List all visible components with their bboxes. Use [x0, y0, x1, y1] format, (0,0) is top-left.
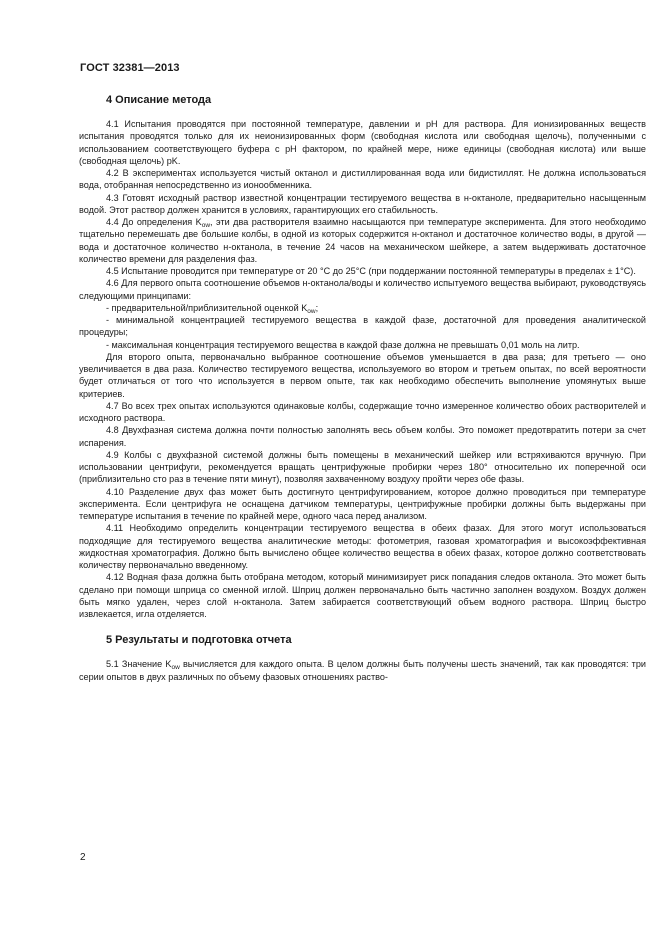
- paragraph-4-12: 4.12 Водная фаза должна быть отобрана методом, который минимизирует риск попадания следов октанола. Это может быть сделано при помощи шприца со сменной иглой. Шприц должен первоначально быть частично заполнен воздухом. Воздух должен быть мягко удален, через слой н-октанола. Затем забирается соответствующий объем водного раствора. Шприц быстро извлекается, игла отделяется.: [79, 572, 646, 619]
- kow-subscript: ow: [307, 307, 316, 315]
- kow-subscript: ow: [171, 664, 180, 672]
- paragraph-4-9: 4.9 Колбы с двухфазной системой должны быть помещены в механический шейкер или встряхиваются вручную. При использовании центрифуги, рекомендуется вращать центрифужные пробирки через 180° относительно их поперечной оси (приблизительно сто раз в течение пяти минут), позволяя захваченному воздуху пройти через обе фазы.: [79, 449, 646, 485]
- paragraph-4-4: [79, 216, 646, 265]
- paragraph-5-1-rest: вычисляется для каждого опыта. В целом должны быть получены шесть значений, так как проводятся: три серии опытов в двух различных по объему фазовых отношениях раство-: [79, 659, 646, 682]
- list-item: [79, 302, 646, 314]
- section-4-title: 4 Описание метода: [106, 94, 212, 106]
- list-item: - минимальной концентрацией тестируемого вещества в каждой фазе, достаточной для проведения аналитической процедуры;: [79, 315, 646, 338]
- list-item-end: ;: [315, 302, 319, 313]
- paragraph-4-10: 4.10 Разделение двух фаз может быть достигнуто центрифугированием, которое должно проводиться при температуре эксперимента. Если центрифуга не оснащена датчиком температуры, центрифужные пробирки должны быть выдержаны при температуре испытания в течение по крайней мере, одного часа перед анализом.: [79, 486, 646, 521]
- paragraph-4-11: 4.11 Необходимо определить концентрации тестируемого вещества в обеих фазах. Для этого могут использоваться подходящие для тестируемого вещества аналитические методы: фотометрия, газовая хроматография и высокоэффективная жидкостная хроматография. Должно быть вычислено общее количество вещества в обеих фазах, которое должно соответствовать количеству первоначально введенному.: [79, 523, 646, 570]
- list-item-start: - предварительной/приблизительной оценкой K: [106, 302, 308, 313]
- paragraph-4-7: 4.7 Во всех трех опытах используются одинаковые колбы, содержащие точно измеренное количество обоих растворителей и исходного раствора.: [79, 400, 646, 423]
- paragraph-4-6: 4.6 Для первого опыта соотношение объемов н-октанола/воды и количество испытуемого вещества выбирают, руководствуясь следующими принципами:: [79, 278, 646, 301]
- document-body: [79, 92, 646, 683]
- section-5-title: 5 Результаты и подготовка отчета: [106, 634, 292, 647]
- paragraph-5-1-start: 5.1 Значение K: [106, 659, 172, 670]
- page-number: 2: [80, 852, 86, 863]
- paragraph-4-8: 4.8 Двухфазная система должна почти полностью заполнять весь объем колбы. Это поможет предотвратить потери за счет испарения.: [79, 425, 646, 448]
- standard-header: ГОСТ 32381—2013: [80, 62, 180, 74]
- paragraph-5-1: [79, 658, 646, 683]
- paragraph-4-6-continued: Для второго опыта, первоначально выбранное соотношение объемов уменьшается в два раза; для третьего — оно увеличивается в два раза. Количество тестируемого вещества, используемого во втором и третьем опытах, по всей вероятности будет отличаться от того что используется в первом опыте, так как необходимо обеспечить выполнение упомянутых выше критериев.: [79, 351, 646, 399]
- paragraph-4-4-start: 4.4 До определения K: [106, 217, 202, 227]
- paragraph-4-3: 4.3 Готовят исходный раствор известной концентрации тестируемого вещества в н-октаноле, предварительно насыщенным водой. Этот раствор должен хранится в условиях, гарантирующих его стабильность.: [79, 192, 646, 215]
- kow-subscript: ow: [201, 222, 211, 229]
- paragraph-4-4-rest: , эти два растворителя взаимно насыщаются при температуре эксперимента. Для этого необходимо тщательно перемешать две большие колбы, в одной из которых содержится н-октанол и достаточное количество воды, в другой — вода и достаточное количество н-октанола, в течение 24 часов на механическом шейкере, а затем выдерживать достаточное количество времени для разделения фаз.: [79, 217, 647, 264]
- list-item: - максимальная концентрация тестируемого вещества в каждой фазе должна не превышать 0,01 моль на литр.: [106, 339, 580, 350]
- paragraph-4-5: 4.5 Испытание проводится при температуре от 20 °C до 25°C (при поддержании постоянной температуры в пределах ± 1°C).: [106, 266, 636, 276]
- paragraph-4-1: 4.1 Испытания проводятся при постоянной температуре, давлении и pH для раствора. Для ионизированных веществ испытания проводятся только для их неионизированных форм (свободная кислота или свободная щелочь), полученными с использованием соответствующего буфера с pH фактором, по крайней мере, ниже единицы (свободная кислота) или выше (свободная щелочь) pK.: [79, 119, 646, 166]
- paragraph-4-2: 4.2 В экспериментах используется чистый октанол и дистиллированная вода или бидистиллят. Не должна использоваться вода, отобранная непосредственно из ионообменника.: [79, 168, 646, 191]
